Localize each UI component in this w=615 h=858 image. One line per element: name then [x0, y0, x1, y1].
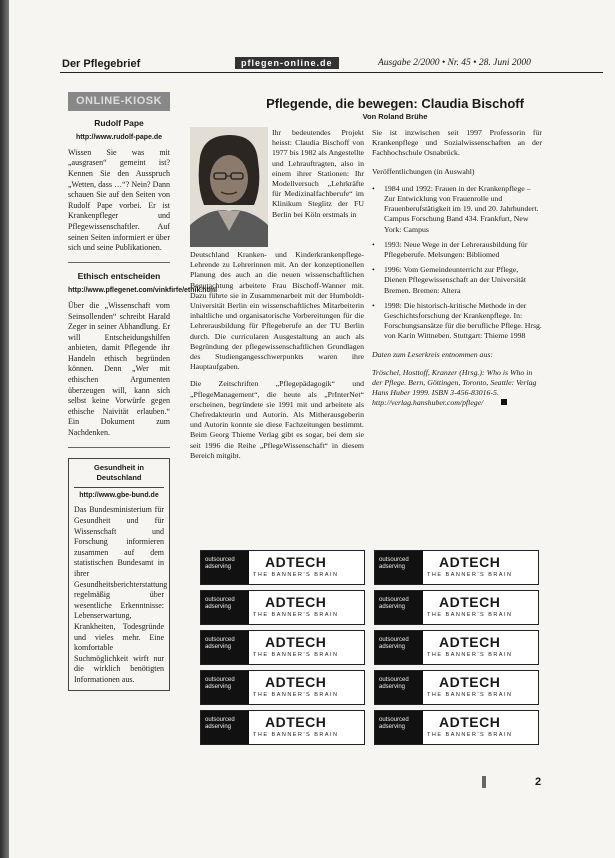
sidebar-block-title: Ethisch entscheiden [77, 270, 161, 281]
list-item: • 1993: Neue Wege in der Lehrerausbildung für Pflegeberufe. Melsungen: Bibliomed [372, 240, 542, 260]
article-paragraph: Deutschland Kranken- und Kinderkrankenpflege-Lehrende zu Lehrerinnen mit. An der konzeptionellen Planung des auch an die neuen wissenschaftlichen Begutachtung arbeitete Frau Bischoff-Wanner mit. Dazu führte sie in Zusammenarbeit mit der Humboldt-Universität Berlin ein wissenschaftliches Mitarbeiterin inhaltliche und organisatorische Vorbereitungen für die Lehrerausbildung für Pflegeberufe an der TU Berlin durch. Die curricularen Ausgestaltung an auch als Begründung der pflegewissenschaftlichen Grundlagen des Studiengangesschwerpunkts waren ihre Hauptaufgaben. [190, 250, 364, 372]
ad-brand: ADTECH [439, 674, 501, 690]
ad-tagline: THE BANNER'S BRAIN [427, 652, 513, 658]
ad-label: outsourced adserving [375, 631, 423, 664]
sidebar [68, 92, 218, 691]
article-intro-text: Ihr bedeutendes Projekt heisst: Claudia Bischoff von 1977 bis 1982 als Angestellte und Lehrauftragten, also in einem ihrer Stationen: Ihr Modellversuch „Lehrkräfte für Medizinalfachberufe“ im Klinikum Steglitz der FU Berlin bei Köln erstmals in [272, 128, 364, 219]
page-number: 2 [535, 776, 542, 788]
ad-tagline: THE BANNER'S BRAIN [427, 612, 513, 618]
ad-tagline: THE BANNER'S BRAIN [427, 692, 513, 698]
source-citation: Tröschel, Hosttoff, Kranzer (Hrsg.): Who is Who in der Pflege. Bern, Göttingen, Toronto, Seattle: Verlag Hans Huber 1999. ISBN 3-456-83016-5. http://verlag.hanshuber.com/pflege/ [372, 367, 537, 408]
ad-banner[interactable] [374, 590, 539, 625]
source-heading: Daten zum Leserkreis entnommen aus: [372, 349, 493, 359]
article-column-2 [372, 128, 542, 409]
ad-label: outsourced adserving [201, 671, 249, 704]
sidebar-block-title: Rudolf Pape [94, 117, 144, 128]
sidebar-box-gesundheit [68, 458, 170, 691]
ad-tagline: THE BANNER'S BRAIN [253, 652, 339, 658]
ad-label: outsourced adserving [375, 591, 423, 624]
ad-banner[interactable] [200, 710, 365, 745]
sidebar-block-ethik [68, 270, 218, 448]
article-title: Pflegende, die bewegen: Claudia Bischoff [266, 96, 524, 111]
ad-brand: ADTECH [439, 714, 501, 730]
header-logo: pflegen-online.de [235, 57, 339, 69]
ad-label: outsourced adserving [375, 671, 423, 704]
publications-list [372, 184, 542, 342]
ad-tagline: THE BANNER'S BRAIN [253, 692, 339, 698]
ad-tagline: THE BANNER'S BRAIN [253, 572, 339, 578]
ad-label: outsourced adserving [201, 551, 249, 584]
ad-banner[interactable] [374, 550, 539, 585]
portrait-photo [190, 127, 268, 247]
header-rule [60, 72, 603, 73]
article-paragraph: Die Zeitschriften „Pflegepädagogik“ und „PflegeManagement“, die heute als „PrInterNet“ erscheinen, begründete sie 1991 mit und arbeitete als Chefredakteurin und Autorin. Als Mitherausgeberin und Autorin konnte sie diese Fachzeitungen bestimmt. Beim Georg Thieme Verlag gibt es sogar, bei dem sie seit 1996 die Reihe „PflegeWissenschaft“ in diesem Bereich mitgibt. [190, 379, 364, 460]
ad-banner[interactable] [374, 710, 539, 745]
sidebar-block-text: Über die „Wissenschaft vom Seinsollenden“ schreibt Harald Zeger in seiner Abhandlung. Er will Entscheidungshilfen anbieten, damit Pflegende ihr Handeln ethisch begründen können. Denn „Wer mit ethischen Argumenten überzeugen will, kann sich selbst keine Vorwürfe gegen ethische Naivität erlauben.“ Ein Dokument zum Nachdenken. [68, 300, 170, 438]
newsletter-name: Der Pflegebrief [62, 58, 141, 70]
sidebar-box-text: Das Bundesministerium für Gesundheit und für Wissenschaft und Forschung informieren zusammen auf dem statistischen Bundesamt in ihrer Gesundheitsberichterstattung regelmäßig über wesentliche Erkenntnisse: Lebenserwartung, Krankheiten, Todesgründe und vieles mehr. Eine komfortable Suchmöglichkeit wirft nur die wirklich benötigten Informationen aus. [74, 505, 168, 684]
ad-brand: ADTECH [439, 554, 501, 570]
ad-tagline: THE BANNER'S BRAIN [427, 572, 513, 578]
ad-brand: ADTECH [265, 674, 327, 690]
scan-smudge [482, 776, 486, 788]
sidebar-box-url: http://www.gbe-bund.de [79, 491, 159, 499]
ad-banner[interactable] [374, 670, 539, 705]
sidebar-block-text: Wissen Sie was mit „ausgrasen“ gemeint ist? Kennen Sie den Ausspruch „Wetten, dass …“? Nein? Dann schauen Sie auf den Seiten von Rudolf Pape vorbei. Er ist Krankenpfleger und Pflegewissenschaftler. Auf seinen Seiten informiert er über sich und seine Publikationen. [68, 147, 170, 253]
ad-brand: ADTECH [439, 594, 501, 610]
article-paragraph: Sie ist inzwischen seit 1997 Professorin für Krankenpflege und Sozialwissenschaften an der Fachhochschule Osnabrück. [372, 128, 542, 158]
portrait-image [190, 127, 268, 247]
ad-label: outsourced adserving [375, 711, 423, 744]
list-item: • 1984 und 1992: Frauen in der Krankenpflege – Zur Entwicklung von Frauenrolle und Frauenberufstätigkeit im 19. und 20. Jahrhundert. Campus Forschung Band 434. Frankfurt, New York: Campus [372, 184, 542, 235]
article-column-1 [190, 250, 364, 468]
article-byline: Von Roland Brühe [362, 112, 428, 121]
ad-label: outsourced adserving [201, 711, 249, 744]
ad-label: outsourced adserving [201, 591, 249, 624]
ad-banner[interactable] [374, 630, 539, 665]
ad-banner[interactable] [200, 550, 365, 585]
sidebar-box-title: Gesundheit in Deutschland [74, 463, 164, 488]
issue-info: Ausgabe 2/2000 • Nr. 45 • 28. Juni 2000 [378, 58, 531, 68]
sidebar-block-pape [68, 118, 170, 263]
list-item: • 1996: Vom Gemeindeunterricht zur Pflege, Dienen Pflegewissenschaft an der Universität Bremen. Bremen: Altera [372, 265, 542, 296]
sidebar-block-url: http://www.rudolf-pape.de [75, 134, 163, 142]
kiosk-heading: ONLINE-KIOSK [68, 92, 170, 111]
list-item: • 1998: Die historisch-kritische Methode in der Geschichtsforschung der Krankenpflege. In: Forschungsansätze für die berufliche Pflege. Hrsg. von Karin Wittneben. Stuttgart: Thieme 1998 [372, 301, 542, 342]
ad-tagline: THE BANNER'S BRAIN [253, 732, 339, 738]
publications-heading: Veröffentlichungen (in Auswahl) [372, 166, 475, 176]
scan-edge [0, 0, 9, 858]
ad-label: outsourced adserving [201, 631, 249, 664]
ad-banner[interactable] [200, 670, 365, 705]
ad-banner[interactable] [200, 630, 365, 665]
ad-tagline: THE BANNER'S BRAIN [253, 612, 339, 618]
source-text [372, 368, 542, 409]
ad-brand: ADTECH [265, 594, 327, 610]
ad-brand: ADTECH [265, 634, 327, 650]
sidebar-block-url: http://www.pflegenet.com/vinkfirfe/ethik.html [68, 287, 218, 295]
ad-tagline: THE BANNER'S BRAIN [427, 732, 513, 738]
end-mark-icon [501, 399, 507, 405]
ad-brand: ADTECH [265, 714, 327, 730]
ad-brand: ADTECH [439, 634, 501, 650]
ad-brand: ADTECH [265, 554, 327, 570]
ad-label: outsourced adserving [375, 551, 423, 584]
ad-banner[interactable] [200, 590, 365, 625]
